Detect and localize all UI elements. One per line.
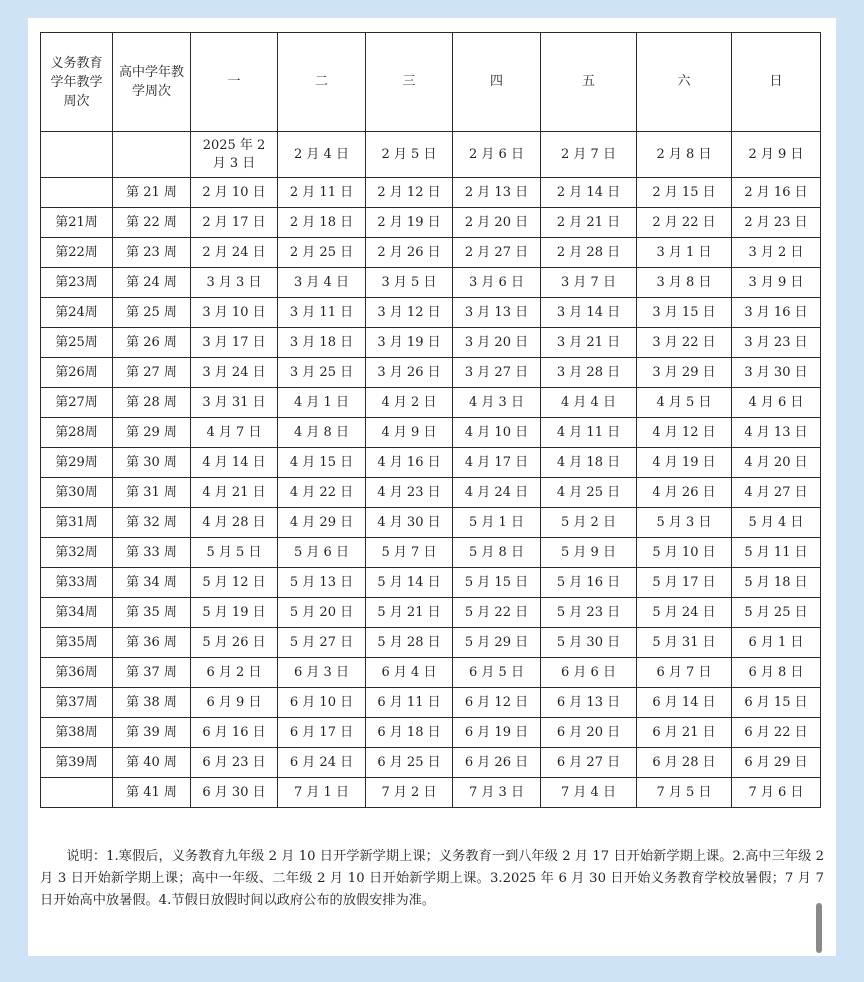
date-cell: 4 月 29 日 [278,508,366,538]
date-cell: 3 月 20 日 [453,328,541,358]
date-cell: 7 月 3 日 [453,778,541,808]
date-cell: 6 月 13 日 [541,688,637,718]
date-cell: 6 月 16 日 [191,718,278,748]
date-cell: 4 月 1 日 [278,388,366,418]
date-cell: 4 月 5 日 [637,388,732,418]
table-row [41,268,821,298]
table-row [41,132,821,178]
table-row [41,778,821,808]
date-cell: 5 月 14 日 [366,568,453,598]
date-cell: 6 月 2 日 [191,658,278,688]
compulsory-week-cell: 第24周 [41,298,113,328]
date-cell: 5 月 18 日 [732,568,821,598]
footnote-text: 说明：1.寒假后，义务教育九年级 2 月 10 日开学新学期上课；义务教育一到八年级 2 月 17 日开始新学期上课。2.高中三年级 2 月 3 日开始新学期上课；高中一年级、二年级 2 月 10 日开始新学期上课。3.2025 年 6 月 30 日开始义务教育学校放暑假；7 月 7 日开始高中放暑假。4.节假日放假时间以政府公布的放假安排为准。 [40,849,824,908]
date-cell: 3 月 26 日 [366,358,453,388]
date-cell: 2025 年 2 月 3 日 [191,132,278,178]
date-cell: 4 月 19 日 [637,448,732,478]
date-cell: 5 月 11 日 [732,538,821,568]
date-cell: 4 月 23 日 [366,478,453,508]
table-row [41,478,821,508]
compulsory-week-cell: 第30周 [41,478,113,508]
table-row [41,688,821,718]
date-cell: 6 月 29 日 [732,748,821,778]
high-school-week-cell: 第 35 周 [113,598,191,628]
date-cell: 3 月 9 日 [732,268,821,298]
date-cell: 5 月 12 日 [191,568,278,598]
date-cell: 3 月 19 日 [366,328,453,358]
date-cell: 5 月 8 日 [453,538,541,568]
date-cell: 5 月 9 日 [541,538,637,568]
date-cell: 2 月 20 日 [453,208,541,238]
date-cell: 4 月 3 日 [453,388,541,418]
table-row [41,748,821,778]
high-school-week-cell: 第 29 周 [113,418,191,448]
table-row [41,358,821,388]
date-cell: 2 月 23 日 [732,208,821,238]
date-cell: 2 月 13 日 [453,178,541,208]
high-school-week-cell: 第 24 周 [113,268,191,298]
header-day-fri: 五 [541,33,637,132]
date-cell: 3 月 29 日 [637,358,732,388]
header-day-sat: 六 [637,33,732,132]
date-cell: 6 月 5 日 [453,658,541,688]
date-cell: 4 月 26 日 [637,478,732,508]
high-school-week-cell: 第 31 周 [113,478,191,508]
date-cell: 3 月 5 日 [366,268,453,298]
date-cell: 3 月 2 日 [732,238,821,268]
date-cell: 6 月 14 日 [637,688,732,718]
compulsory-week-cell: 第32周 [41,538,113,568]
date-cell: 5 月 21 日 [366,598,453,628]
date-cell: 3 月 12 日 [366,298,453,328]
date-cell: 5 月 31 日 [637,628,732,658]
compulsory-week-cell: 第23周 [41,268,113,298]
date-cell: 5 月 29 日 [453,628,541,658]
date-cell: 2 月 27 日 [453,238,541,268]
compulsory-week-cell: 第33周 [41,568,113,598]
high-school-week-cell: 第 27 周 [113,358,191,388]
date-cell: 5 月 27 日 [278,628,366,658]
table-row [41,298,821,328]
date-cell: 5 月 22 日 [453,598,541,628]
date-cell: 6 月 15 日 [732,688,821,718]
date-cell: 4 月 6 日 [732,388,821,418]
date-cell: 6 月 27 日 [541,748,637,778]
date-cell: 3 月 14 日 [541,298,637,328]
date-cell: 4 月 14 日 [191,448,278,478]
date-cell: 6 月 7 日 [637,658,732,688]
date-cell: 2 月 11 日 [278,178,366,208]
compulsory-week-cell [41,778,113,808]
date-cell: 4 月 20 日 [732,448,821,478]
date-cell: 3 月 10 日 [191,298,278,328]
date-cell: 3 月 6 日 [453,268,541,298]
high-school-week-cell: 第 22 周 [113,208,191,238]
date-cell: 5 月 15 日 [453,568,541,598]
date-cell: 4 月 17 日 [453,448,541,478]
header-row [41,33,821,132]
date-cell: 4 月 9 日 [366,418,453,448]
date-cell: 6 月 11 日 [366,688,453,718]
date-cell: 4 月 16 日 [366,448,453,478]
date-cell: 3 月 13 日 [453,298,541,328]
date-cell: 3 月 11 日 [278,298,366,328]
date-cell: 3 月 16 日 [732,298,821,328]
compulsory-week-cell: 第22周 [41,238,113,268]
compulsory-week-cell: 第39周 [41,748,113,778]
date-cell: 4 月 11 日 [541,418,637,448]
date-cell: 5 月 25 日 [732,598,821,628]
date-cell: 6 月 22 日 [732,718,821,748]
date-cell: 2 月 28 日 [541,238,637,268]
table-row [41,328,821,358]
date-cell: 4 月 12 日 [637,418,732,448]
table-row [41,388,821,418]
date-cell: 5 月 5 日 [191,538,278,568]
high-school-week-cell: 第 34 周 [113,568,191,598]
date-cell: 6 月 10 日 [278,688,366,718]
date-cell: 5 月 10 日 [637,538,732,568]
date-cell: 6 月 21 日 [637,718,732,748]
table-row [41,628,821,658]
header-compulsory-week: 义务教育学年教学周次 [41,33,113,132]
date-cell: 7 月 1 日 [278,778,366,808]
compulsory-week-cell: 第31周 [41,508,113,538]
compulsory-week-cell: 第34周 [41,598,113,628]
table-row [41,658,821,688]
compulsory-week-cell: 第36周 [41,658,113,688]
compulsory-week-cell: 第29周 [41,448,113,478]
date-cell: 2 月 15 日 [637,178,732,208]
date-cell: 5 月 23 日 [541,598,637,628]
date-cell: 3 月 17 日 [191,328,278,358]
compulsory-week-cell: 第26周 [41,358,113,388]
date-cell: 3 月 28 日 [541,358,637,388]
date-cell: 4 月 15 日 [278,448,366,478]
date-cell: 5 月 30 日 [541,628,637,658]
high-school-week-cell [113,132,191,178]
table-row [41,208,821,238]
high-school-week-cell: 第 40 周 [113,748,191,778]
date-cell: 5 月 26 日 [191,628,278,658]
date-cell: 7 月 4 日 [541,778,637,808]
date-cell: 6 月 8 日 [732,658,821,688]
table-row [41,448,821,478]
date-cell: 4 月 2 日 [366,388,453,418]
date-cell: 4 月 24 日 [453,478,541,508]
compulsory-week-cell: 第38周 [41,718,113,748]
high-school-week-cell: 第 39 周 [113,718,191,748]
date-cell: 5 月 19 日 [191,598,278,628]
date-cell: 3 月 18 日 [278,328,366,358]
table-row [41,238,821,268]
date-cell: 4 月 25 日 [541,478,637,508]
header-day-thu: 四 [453,33,541,132]
date-cell: 4 月 30 日 [366,508,453,538]
compulsory-week-cell: 第35周 [41,628,113,658]
table-row [41,718,821,748]
date-cell: 3 月 7 日 [541,268,637,298]
date-cell: 4 月 8 日 [278,418,366,448]
date-cell: 7 月 2 日 [366,778,453,808]
date-cell: 2 月 7 日 [541,132,637,178]
date-cell: 2 月 25 日 [278,238,366,268]
date-cell: 2 月 19 日 [366,208,453,238]
date-cell: 3 月 15 日 [637,298,732,328]
high-school-week-cell: 第 37 周 [113,658,191,688]
date-cell: 5 月 2 日 [541,508,637,538]
high-school-week-cell: 第 30 周 [113,448,191,478]
table-row [41,418,821,448]
date-cell: 5 月 3 日 [637,508,732,538]
header-day-wed: 三 [366,33,453,132]
table-row [41,178,821,208]
date-cell: 6 月 3 日 [278,658,366,688]
header-high-school-week: 高中学年教学周次 [113,33,191,132]
date-cell: 5 月 1 日 [453,508,541,538]
date-cell: 3 月 24 日 [191,358,278,388]
high-school-week-cell: 第 21 周 [113,178,191,208]
document-page [28,18,836,956]
date-cell: 7 月 6 日 [732,778,821,808]
school-calendar-table [40,32,821,808]
date-cell: 6 月 4 日 [366,658,453,688]
date-cell: 6 月 20 日 [541,718,637,748]
table-row [41,508,821,538]
compulsory-week-cell: 第27周 [41,388,113,418]
date-cell: 5 月 24 日 [637,598,732,628]
date-cell: 4 月 4 日 [541,388,637,418]
high-school-week-cell: 第 36 周 [113,628,191,658]
date-cell: 3 月 23 日 [732,328,821,358]
date-cell: 4 月 13 日 [732,418,821,448]
date-cell: 3 月 30 日 [732,358,821,388]
date-cell: 4 月 21 日 [191,478,278,508]
date-cell: 6 月 25 日 [366,748,453,778]
header-day-sun: 日 [732,33,821,132]
date-cell: 6 月 1 日 [732,628,821,658]
date-cell: 4 月 18 日 [541,448,637,478]
compulsory-week-cell: 第37周 [41,688,113,718]
date-cell: 3 月 22 日 [637,328,732,358]
date-cell: 5 月 17 日 [637,568,732,598]
date-cell: 2 月 18 日 [278,208,366,238]
date-cell: 4 月 27 日 [732,478,821,508]
date-cell: 2 月 17 日 [191,208,278,238]
date-cell: 2 月 16 日 [732,178,821,208]
date-cell: 3 月 8 日 [637,268,732,298]
date-cell: 3 月 25 日 [278,358,366,388]
high-school-week-cell: 第 28 周 [113,388,191,418]
compulsory-week-cell: 第21周 [41,208,113,238]
date-cell: 2 月 14 日 [541,178,637,208]
date-cell: 2 月 21 日 [541,208,637,238]
date-cell: 3 月 31 日 [191,388,278,418]
date-cell: 3 月 3 日 [191,268,278,298]
compulsory-week-cell: 第25周 [41,328,113,358]
date-cell: 2 月 10 日 [191,178,278,208]
date-cell: 6 月 12 日 [453,688,541,718]
date-cell: 7 月 5 日 [637,778,732,808]
compulsory-week-cell [41,132,113,178]
date-cell: 2 月 6 日 [453,132,541,178]
high-school-week-cell: 第 26 周 [113,328,191,358]
high-school-week-cell: 第 32 周 [113,508,191,538]
date-cell: 2 月 24 日 [191,238,278,268]
date-cell: 2 月 4 日 [278,132,366,178]
date-cell: 3 月 21 日 [541,328,637,358]
high-school-week-cell: 第 41 周 [113,778,191,808]
compulsory-week-cell: 第28周 [41,418,113,448]
scrollbar-thumb[interactable] [816,903,822,953]
date-cell: 5 月 16 日 [541,568,637,598]
header-day-tue: 二 [278,33,366,132]
date-cell: 3 月 4 日 [278,268,366,298]
date-cell: 5 月 7 日 [366,538,453,568]
date-cell: 4 月 7 日 [191,418,278,448]
date-cell: 6 月 24 日 [278,748,366,778]
date-cell: 4 月 10 日 [453,418,541,448]
date-cell: 2 月 8 日 [637,132,732,178]
date-cell: 6 月 17 日 [278,718,366,748]
date-cell: 6 月 19 日 [453,718,541,748]
date-cell: 5 月 13 日 [278,568,366,598]
high-school-week-cell: 第 25 周 [113,298,191,328]
table-row [41,538,821,568]
date-cell: 5 月 4 日 [732,508,821,538]
date-cell: 3 月 27 日 [453,358,541,388]
date-cell: 5 月 6 日 [278,538,366,568]
table-row [41,598,821,628]
date-cell: 4 月 22 日 [278,478,366,508]
high-school-week-cell: 第 38 周 [113,688,191,718]
date-cell: 6 月 30 日 [191,778,278,808]
date-cell: 2 月 12 日 [366,178,453,208]
date-cell: 2 月 5 日 [366,132,453,178]
compulsory-week-cell [41,178,113,208]
date-cell: 4 月 28 日 [191,508,278,538]
header-day-mon: 一 [191,33,278,132]
date-cell: 2 月 9 日 [732,132,821,178]
high-school-week-cell: 第 23 周 [113,238,191,268]
high-school-week-cell: 第 33 周 [113,538,191,568]
date-cell: 5 月 20 日 [278,598,366,628]
date-cell: 6 月 28 日 [637,748,732,778]
date-cell: 2 月 22 日 [637,208,732,238]
date-cell: 2 月 26 日 [366,238,453,268]
date-cell: 6 月 26 日 [453,748,541,778]
date-cell: 5 月 28 日 [366,628,453,658]
date-cell: 6 月 23 日 [191,748,278,778]
date-cell: 3 月 1 日 [637,238,732,268]
date-cell: 6 月 9 日 [191,688,278,718]
table-row [41,568,821,598]
date-cell: 6 月 6 日 [541,658,637,688]
date-cell: 6 月 18 日 [366,718,453,748]
